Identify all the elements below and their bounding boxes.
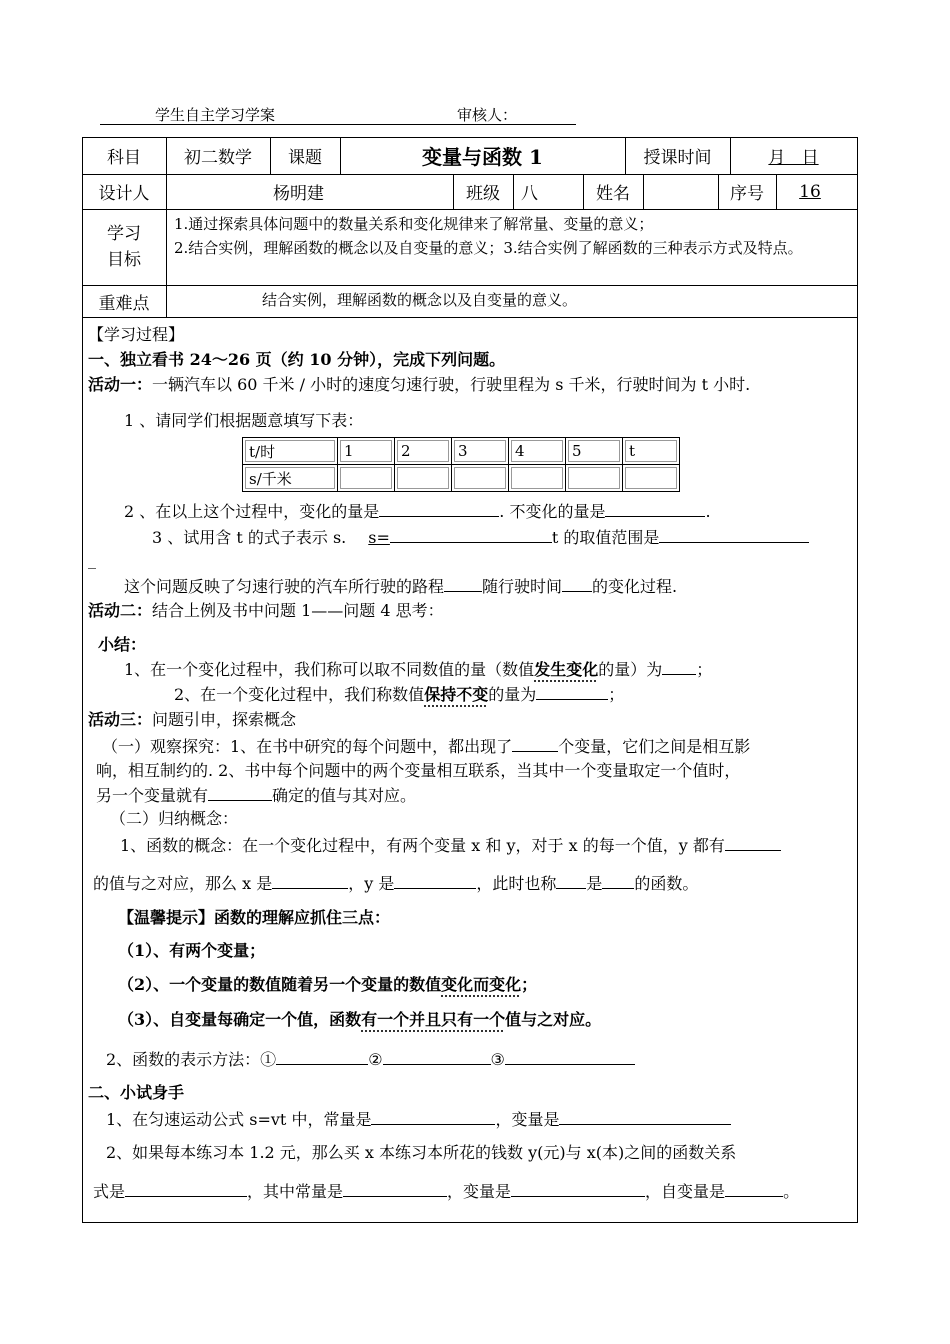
tip-title: 【温馨提示】函数的理解应抓住三点： bbox=[118, 908, 391, 927]
name-value[interactable] bbox=[643, 174, 718, 209]
blank-field[interactable] bbox=[562, 573, 592, 592]
speed-table bbox=[242, 437, 680, 492]
observe-line1 bbox=[102, 733, 750, 757]
summary-text: 的量为 bbox=[488, 685, 537, 704]
practice-text: ，变量是 bbox=[495, 1110, 560, 1129]
table-cell[interactable] bbox=[395, 465, 452, 492]
summary-text: 1、在一个变化过程中，我们称可以取不同数值的量（数值 bbox=[124, 660, 535, 679]
topic-value: 变量与函数 1 bbox=[422, 145, 543, 169]
blank-field[interactable] bbox=[725, 832, 781, 851]
page-title: 学生自主学习学案 bbox=[155, 106, 276, 124]
practice2-line1: 2、如果每本练习本 1.2 元，那么买 x 本练习本所花的钱数 y(元)与 x(本)之间的函数关系 bbox=[106, 1143, 737, 1162]
subject-value: 初二数学 bbox=[184, 148, 252, 168]
blank-field[interactable] bbox=[444, 573, 482, 592]
blank-field[interactable] bbox=[605, 498, 705, 517]
emphasis-text: 发生变化 bbox=[534, 660, 599, 679]
activity1-label: 活动一： bbox=[88, 375, 153, 394]
summary-text: 2、在一个变化过程中，我们称数值 bbox=[174, 685, 425, 704]
subject-label: 科目 bbox=[107, 148, 141, 168]
reflection bbox=[124, 573, 677, 597]
section1-title: 一、独立看书 24～26 页（约 10 分钟），完成下列问题。 bbox=[88, 350, 506, 369]
emphasis-text: 变化而变化 bbox=[441, 975, 522, 994]
definition-line1 bbox=[120, 832, 781, 856]
table-cell: 1 bbox=[338, 438, 395, 465]
blank-field[interactable] bbox=[379, 498, 499, 517]
title-underline bbox=[100, 124, 576, 125]
representation-text: ② bbox=[368, 1050, 383, 1069]
class-value: 八 bbox=[521, 184, 538, 204]
observe-text: 确定的值与其对应。 bbox=[272, 786, 417, 805]
table-cell: s/千米 bbox=[243, 465, 338, 492]
table-cell: 4 bbox=[509, 438, 566, 465]
process-heading: 【学习过程】 bbox=[88, 325, 185, 344]
blank-field[interactable] bbox=[505, 1046, 635, 1065]
question3 bbox=[152, 524, 809, 548]
activity3 bbox=[88, 707, 296, 730]
observe-line3 bbox=[96, 782, 416, 806]
table-cell[interactable] bbox=[509, 465, 566, 492]
practice-text: 1、在匀速运动公式 s=vt 中，常量是 bbox=[106, 1110, 372, 1129]
blank-field[interactable] bbox=[559, 1106, 731, 1125]
blank-field[interactable] bbox=[659, 524, 809, 543]
blank-field[interactable] bbox=[343, 1178, 447, 1197]
section2-title: 二、小试身手 bbox=[88, 1083, 185, 1102]
blank-field[interactable] bbox=[556, 870, 586, 889]
practice-text: ，其中常量是 bbox=[247, 1182, 344, 1201]
table-cell[interactable] bbox=[623, 465, 680, 492]
table-cell[interactable] bbox=[566, 465, 623, 492]
definition-text: 是 bbox=[586, 874, 603, 893]
goals-label: 学习 目标 bbox=[107, 224, 141, 270]
representation-text: ③ bbox=[490, 1050, 505, 1069]
summary-text: ； bbox=[696, 660, 713, 679]
observe-text: （一）观察探究：1、在书中研究的每个问题中，都出现了 bbox=[102, 737, 513, 756]
top-title-line bbox=[100, 104, 576, 124]
blank-field[interactable] bbox=[383, 1046, 491, 1065]
tip2 bbox=[118, 972, 537, 995]
blank-field[interactable] bbox=[394, 870, 476, 889]
definition-text: ，此时也称 bbox=[476, 874, 557, 893]
table-cell: 2 bbox=[395, 438, 452, 465]
reviewer-label: 审核人： bbox=[457, 106, 518, 124]
table-cell[interactable] bbox=[452, 465, 509, 492]
blank-field[interactable] bbox=[208, 782, 272, 801]
summary-text: ； bbox=[608, 685, 625, 704]
activity1-text: 一辆汽车以 60 千米 / 小时的速度匀速行驶，行驶里程为 s 千米，行驶时间为 t 小时. bbox=[152, 375, 751, 394]
blank-field[interactable] bbox=[662, 656, 696, 675]
question2-text: 2 、在以上这个过程中，变化的量是 bbox=[124, 502, 380, 521]
blank-field[interactable] bbox=[371, 1106, 495, 1125]
tip-text: 值与之对应。 bbox=[505, 1010, 602, 1029]
definition-text: 的值与之对应，那么 x 是 bbox=[93, 874, 273, 893]
blank-field[interactable] bbox=[125, 1178, 247, 1197]
key-label: 重难点 bbox=[98, 293, 150, 314]
definition-text: 1、函数的概念：在一个变化过程中，有两个变量 x 和 y，对于 x 的每一个值，y 都有 bbox=[120, 836, 725, 855]
time-label: 授课时间 bbox=[643, 148, 712, 168]
key-text: 结合实例，理解函数的概念以及自变量的意义。 bbox=[262, 291, 578, 309]
summary-label: 小结： bbox=[98, 635, 147, 654]
observe-text: 另一个变量就有 bbox=[96, 786, 209, 805]
seq-label: 序号 bbox=[730, 184, 764, 204]
practice-text: 式是 bbox=[93, 1182, 126, 1201]
emphasis-text: 有一个并且只有一个 bbox=[361, 1010, 506, 1029]
definition-text: 的函数。 bbox=[634, 874, 699, 893]
representation-text: 2、函数的表示方法：① bbox=[106, 1050, 277, 1069]
summary1 bbox=[124, 656, 712, 680]
observe-text: 个变量，它们之间是相互影 bbox=[558, 737, 751, 756]
induce-heading: （二）归纳概念： bbox=[110, 809, 239, 828]
practice-text: ，自变量是 bbox=[645, 1182, 726, 1201]
summary2 bbox=[174, 681, 624, 705]
goals-text: 1.通过探索具体问题中的数量关系和变化规律来了解常量、变量的意义； 2.结合实例，理解函数的概念以及自变量的意义；3.结合实例了解函数的三种表示方式及特点。 bbox=[174, 215, 803, 257]
designer-value: 杨明建 bbox=[273, 184, 324, 204]
question3-text: t 的取值范围是 bbox=[551, 528, 660, 547]
practice-text: ，变量是 bbox=[447, 1182, 512, 1201]
observe-line2: 响，相互制约的. 2、书中每个问题中的两个变量相互联系，当其中一个变量取定一个值时， bbox=[96, 761, 741, 780]
table-cell[interactable] bbox=[338, 465, 395, 492]
definition-text: ，y 是 bbox=[348, 874, 395, 893]
representation bbox=[106, 1046, 635, 1070]
table-cell: t bbox=[623, 438, 680, 465]
tip-text: （3）、自变量每确定一个值，函数 bbox=[118, 1010, 362, 1029]
activity2 bbox=[88, 598, 444, 621]
practice1 bbox=[106, 1106, 731, 1130]
question3-text: 3 、试用含 t 的式子表示 s. bbox=[152, 528, 347, 547]
blank-field[interactable] bbox=[725, 1178, 783, 1197]
blank-field[interactable] bbox=[390, 524, 552, 543]
table-row bbox=[243, 438, 680, 465]
table-cell: 3 bbox=[452, 438, 509, 465]
practice-text: 。 bbox=[783, 1182, 800, 1201]
tip3 bbox=[118, 1007, 601, 1030]
question2-text: . 不变化的量是 bbox=[499, 502, 606, 521]
table-cell: 5 bbox=[566, 438, 623, 465]
question2-text: . bbox=[705, 502, 711, 521]
activity2-text: 结合上例及书中问题 1——问题 4 思考： bbox=[152, 601, 444, 620]
activity2-label: 活动二： bbox=[88, 601, 153, 620]
emphasis-text: 保持不变 bbox=[424, 685, 489, 704]
blank-field[interactable] bbox=[511, 1178, 645, 1197]
question3-formula: s= bbox=[368, 528, 390, 547]
question1: 1 、请同学们根据题意填写下表： bbox=[124, 411, 364, 430]
blank-field[interactable] bbox=[536, 681, 608, 700]
blank-field[interactable] bbox=[276, 1046, 368, 1065]
name-label: 姓名 bbox=[596, 184, 630, 204]
blank-field[interactable] bbox=[602, 870, 634, 889]
question3-dash: _ bbox=[88, 550, 96, 569]
class-label: 班级 bbox=[466, 184, 500, 204]
summary-text: 的量）为 bbox=[598, 660, 663, 679]
tip1: （1）、有两个变量； bbox=[118, 941, 266, 960]
blank-field[interactable] bbox=[512, 733, 558, 752]
reflection-text: 这个问题反映了匀速行驶的汽车所行驶的路程 bbox=[124, 577, 445, 596]
definition-line2 bbox=[93, 870, 698, 894]
seq-value: 16 bbox=[799, 181, 821, 202]
activity3-label: 活动三： bbox=[88, 710, 153, 729]
table-row bbox=[243, 465, 680, 492]
practice2-line2 bbox=[93, 1178, 799, 1202]
activity1 bbox=[88, 372, 750, 395]
blank-field[interactable] bbox=[272, 870, 348, 889]
question2 bbox=[124, 498, 711, 522]
tip-text: （2）、一个变量的数值随着另一个变量的数值 bbox=[118, 975, 442, 994]
topic-label: 课题 bbox=[288, 148, 322, 168]
reflection-text: 的变化过程. bbox=[592, 577, 678, 596]
table-cell: t/时 bbox=[243, 438, 338, 465]
tip-text: ； bbox=[521, 975, 538, 994]
time-value: 月 日 bbox=[768, 148, 819, 168]
designer-label: 设计人 bbox=[98, 184, 150, 204]
activity3-text: 问题引申，探索概念 bbox=[152, 710, 297, 729]
reflection-text: 随行驶时间 bbox=[482, 577, 563, 596]
